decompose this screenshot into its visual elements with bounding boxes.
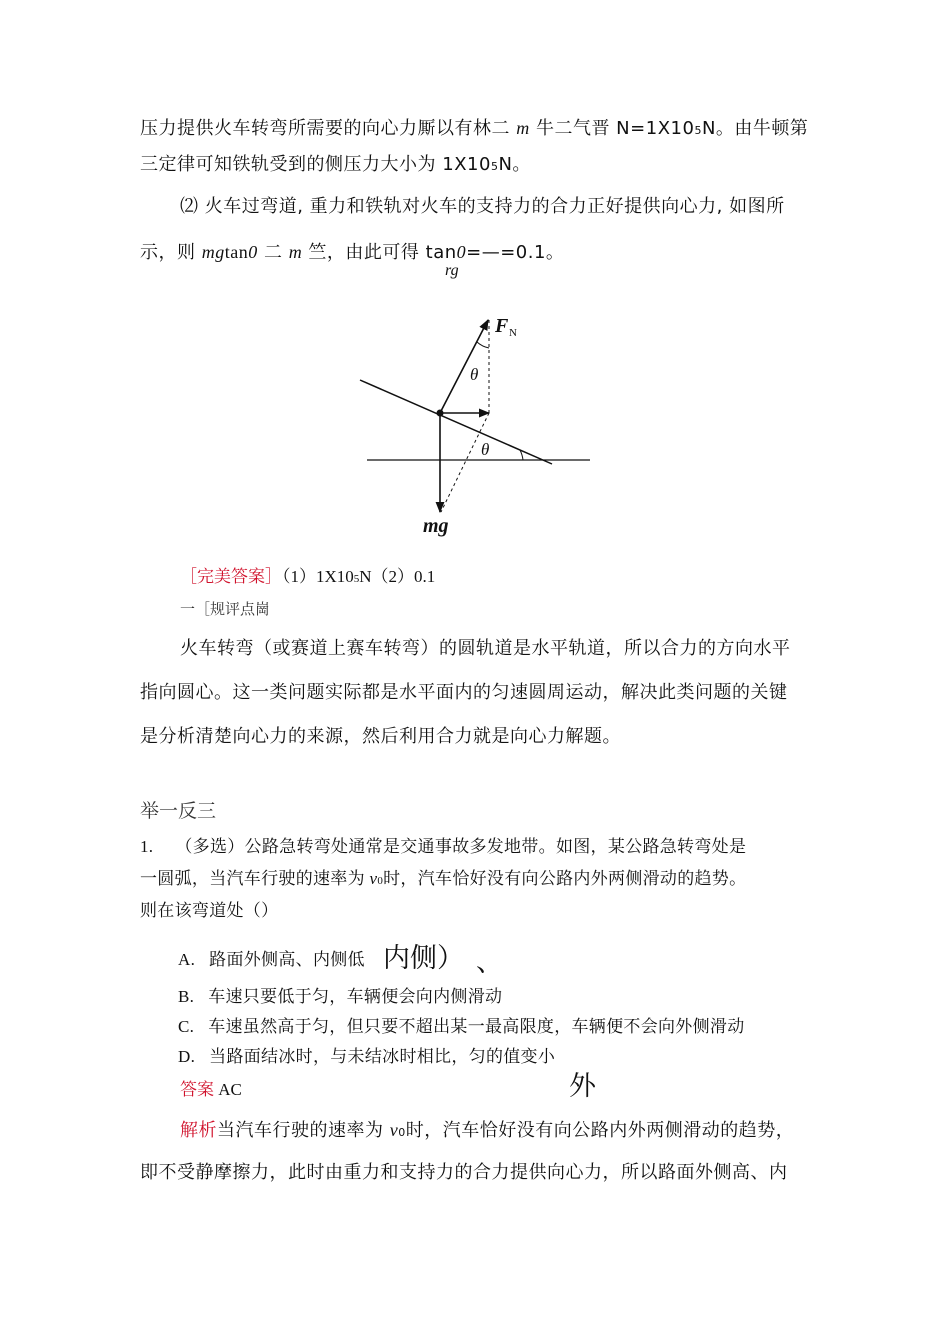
option-c (178, 1012, 745, 1037)
text: 牛二气晋 N=1 (529, 118, 658, 139)
text: 示，则 (140, 242, 202, 263)
text: 二 (257, 242, 289, 263)
option-d (178, 1042, 555, 1067)
answer-label: 答案 (180, 1080, 214, 1100)
text: N。由牛顿第 (701, 118, 809, 139)
var-m: m (288, 242, 303, 262)
exponent: 5 (694, 124, 702, 137)
text: 时，汽车恰好没有向公路内外两侧滑动的趋势。 (383, 869, 747, 888)
subscript: 0 (377, 875, 384, 887)
question-line2 (140, 864, 746, 889)
question-line1 (140, 832, 746, 857)
normal-force-arrow (440, 320, 488, 413)
option-text: 车速只要低于匀，车辆便会向内侧滑动 (208, 987, 503, 1006)
force-label: F (495, 315, 509, 337)
answer-tag: ［完美答案］ (180, 567, 282, 587)
option-letter: D. (178, 1047, 196, 1066)
angle-arc-top (477, 342, 489, 348)
comment-line1: 火车转弯（或赛道上赛车转弯）的圆轨道是水平轨道，所以合力的方向水平 (180, 638, 791, 659)
option-text: 车速虽然高于匀，但只要不超出某一最高限度，车辆便不会向外侧滑动 (208, 1017, 745, 1036)
force-label-sub: N (509, 327, 517, 339)
para1-line2 (140, 150, 531, 176)
exponent: 5 (353, 573, 360, 585)
weight-label: mg (423, 515, 449, 537)
times-sign: X (657, 118, 671, 139)
comment-line3: 是分析清楚向心力的来源，然后利用合力就是向心力解题。 (140, 726, 621, 747)
option-text: 路面外侧高、内侧低 (209, 950, 365, 969)
text: =—=0.1。 (466, 242, 565, 263)
text: 三定律可知铁轨受到的侧压力大小为 1 (140, 154, 455, 175)
question-number: 1. (140, 837, 154, 856)
overlay-inner: 内侧） (383, 943, 464, 974)
practice-heading: 举一反三 (140, 800, 217, 822)
answer-value: AC (214, 1080, 242, 1099)
subscript: 0 (398, 1126, 406, 1139)
var-v: v (369, 869, 378, 888)
para2-line1: ⑵ 火车过弯道, 重力和铁轨对火车的支持力的合力正好提供向心力, 如图所 (180, 196, 785, 217)
option-letter: C. (178, 1017, 195, 1036)
option-text: 当路面结冰时，与未结冰时相比，匀的值变小 (209, 1047, 556, 1066)
text: 竺，由此可得 tan (302, 242, 457, 263)
text: 10 (670, 118, 695, 139)
para1-line1 (140, 114, 808, 140)
text: 压力提供火车转弯所需要的向心力厮以有林二 (140, 118, 517, 139)
text: （多选）公路急转弯处通常是交通事故多发地带。如图，某公路急转弯处是 (175, 837, 747, 856)
perfect-answer (180, 562, 435, 587)
answer-line (180, 1075, 242, 1100)
text: 10 (336, 567, 354, 586)
comment-heading: 一［规评点崗 (180, 600, 271, 618)
var-v: v (389, 1120, 399, 1140)
text: 10 (467, 154, 491, 175)
comment-line2: 指向圆心。这一类问题实际都是水平面内的匀速圆周运动，解决此类问题的关键 (140, 682, 788, 703)
option-letter: A. (178, 950, 196, 969)
text: N（2）0.1 (359, 567, 436, 586)
times-sign: X (454, 154, 468, 175)
analysis-line1 (180, 1116, 794, 1142)
overlay-outer: 外 (569, 1071, 596, 1102)
var-theta: 0 (248, 242, 258, 262)
option-letter: B. (178, 987, 195, 1006)
mass-point (437, 410, 444, 417)
var-mg: mg (201, 242, 225, 262)
var-theta: 0 (456, 242, 467, 262)
option-a (178, 945, 365, 970)
theta-top-label: θ (470, 365, 479, 384)
dashed-diagonal (441, 413, 489, 512)
analysis-line2: 即不受静摩擦力，此时由重力和支持力的合力提供向心力，所以路面外侧高、内 (140, 1162, 788, 1183)
text: （1）1 (282, 567, 325, 586)
times-sign: X (324, 567, 337, 586)
text: 一圆弧，当汽车行驶的速率为 (140, 869, 370, 888)
analysis-label: 解析 (180, 1120, 217, 1141)
force-diagram (355, 300, 600, 540)
inclined-track (360, 380, 552, 464)
var-m: m (516, 118, 530, 138)
text: 当汽车行驶的速率为 (217, 1120, 390, 1141)
question-line3: 则在该弯道处（） (140, 901, 279, 920)
text: 时，汽车恰好没有向公路内外两侧滑动的趋势， (405, 1120, 795, 1141)
exponent: 5 (490, 160, 499, 173)
text: N。 (498, 154, 531, 175)
fraction-denominator: rg (445, 262, 459, 279)
text: tan (224, 242, 249, 262)
para2-line2 (140, 238, 564, 264)
option-b (178, 982, 502, 1007)
overlay-comma: 、 (476, 947, 503, 978)
theta-bottom-label: θ (481, 440, 490, 459)
